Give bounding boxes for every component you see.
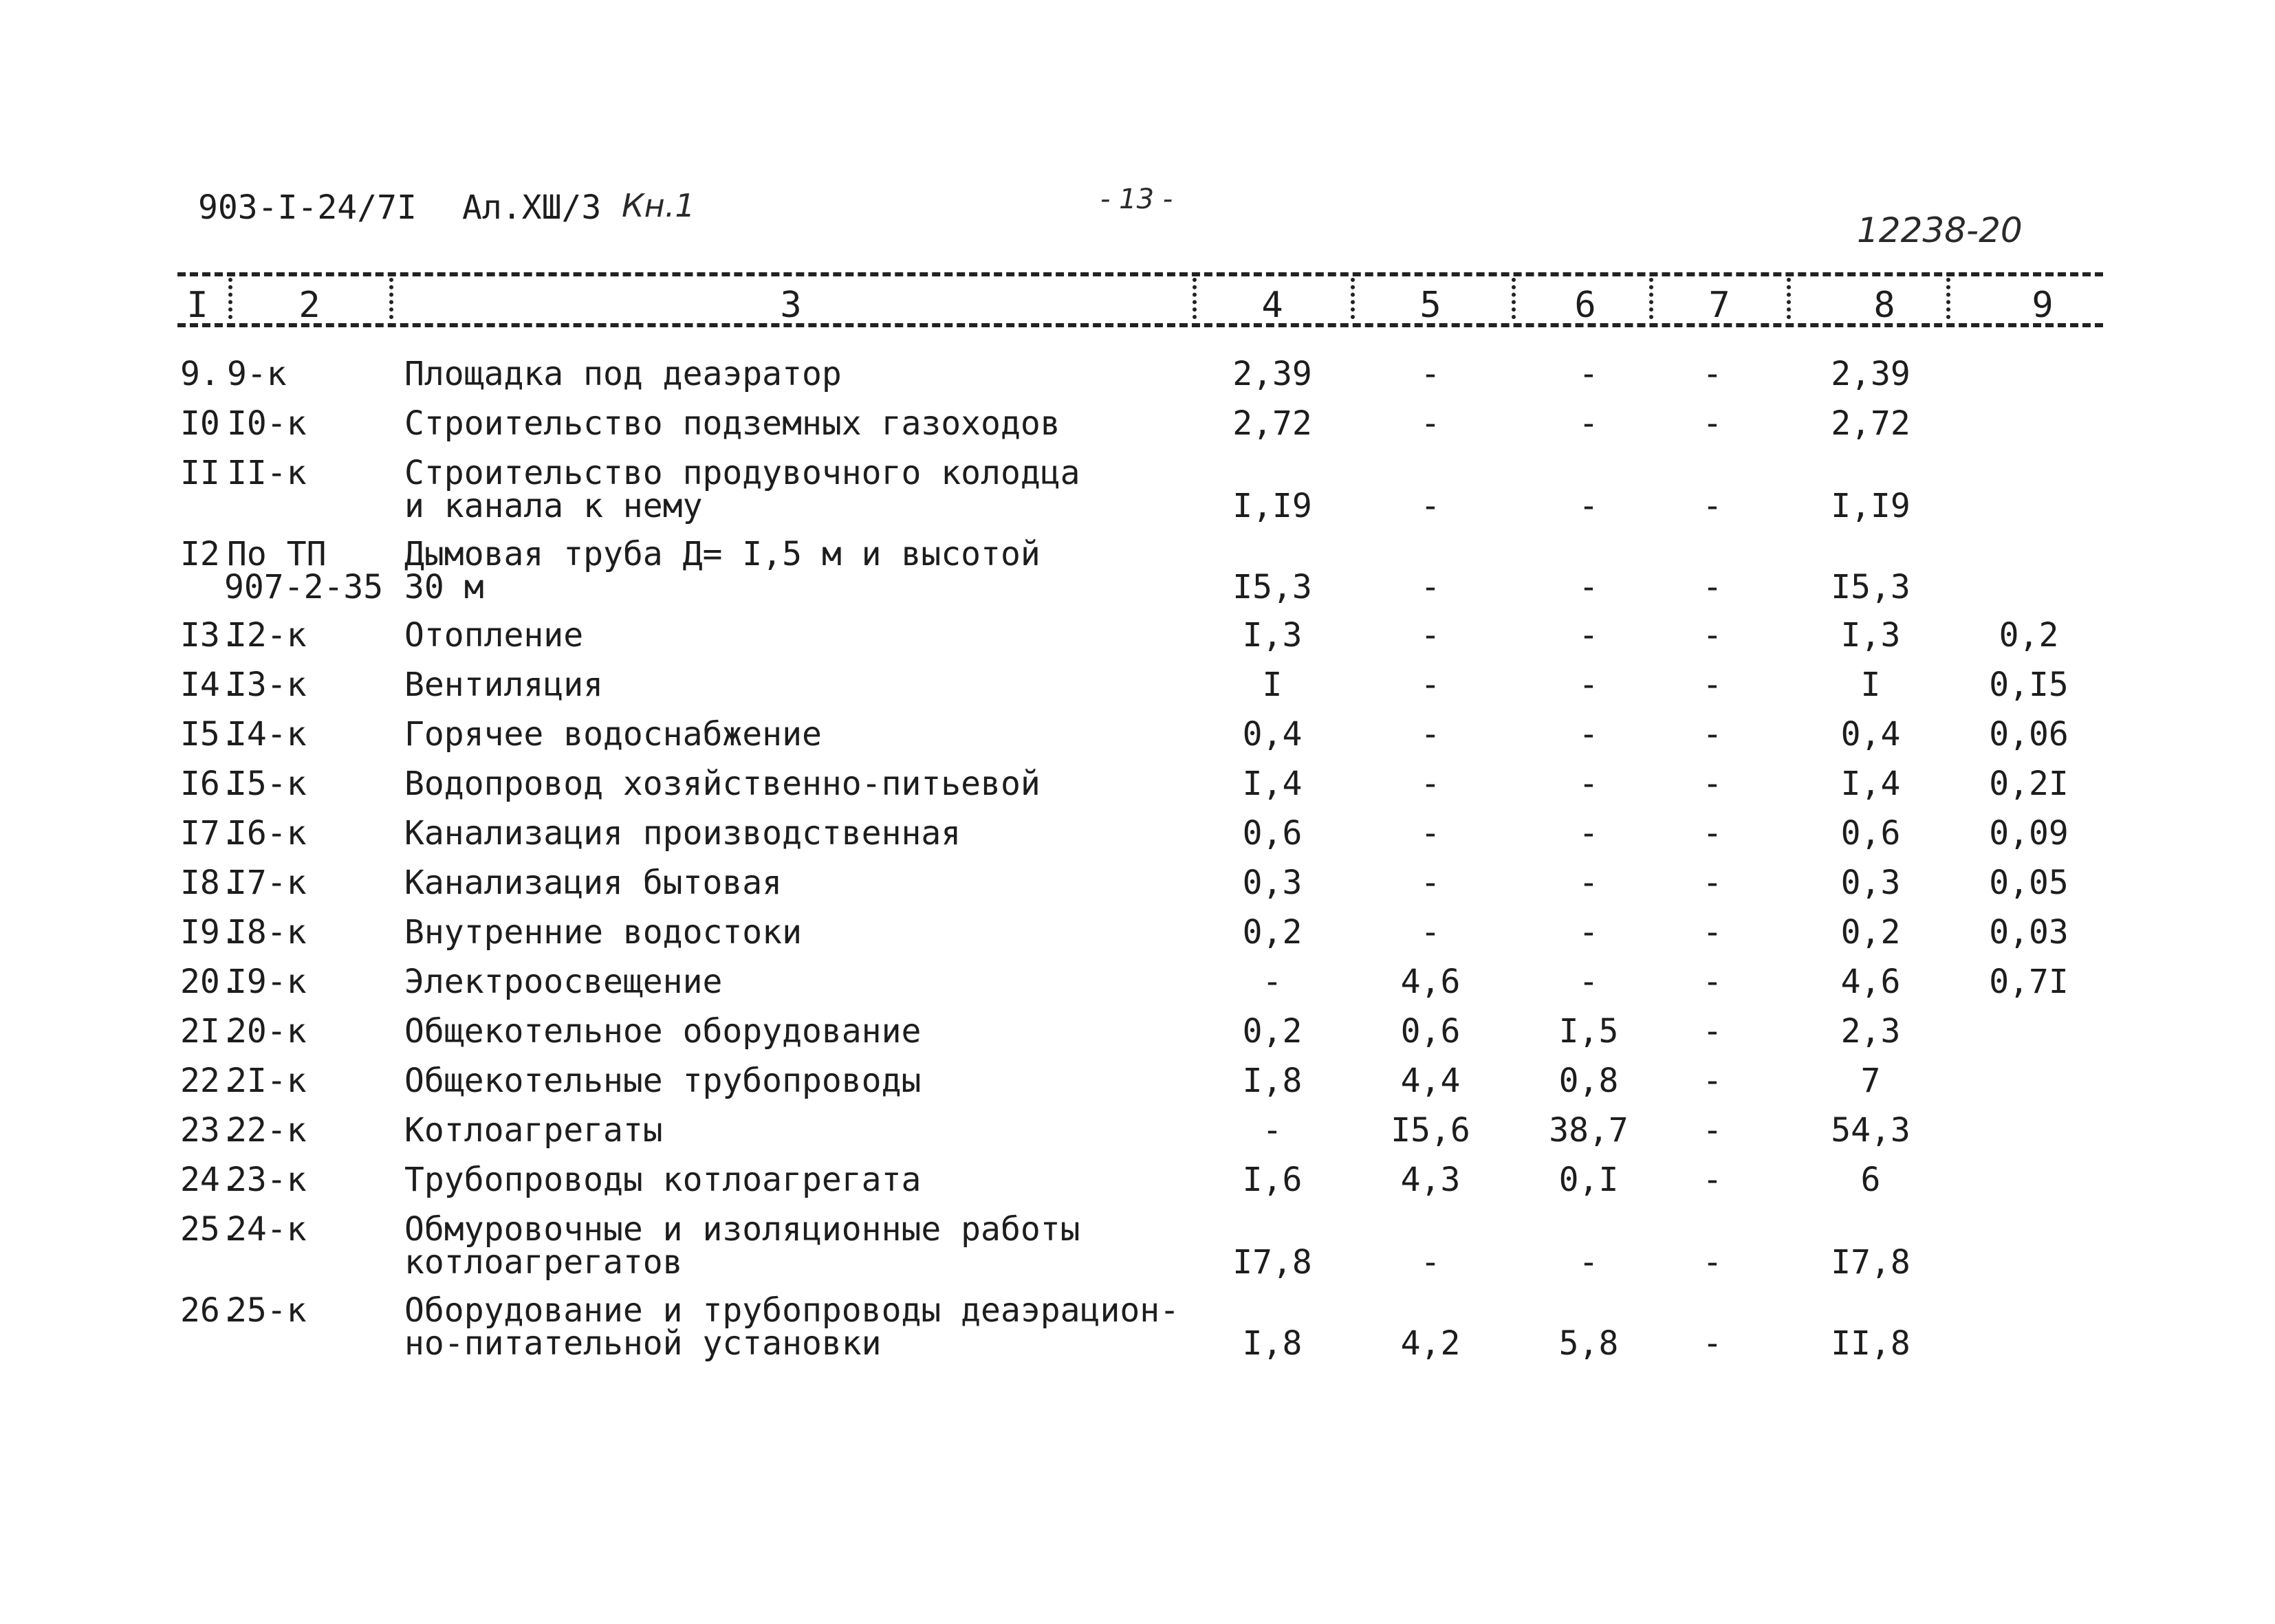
cell-c8: 6 <box>1860 1161 1881 1199</box>
cell-c5: 0,6 <box>1400 1012 1461 1051</box>
column-header-6: 6 <box>1574 285 1596 326</box>
row-number: I3. <box>180 616 240 655</box>
cell-c9: 0,2I <box>1989 765 2069 803</box>
row-number: I4. <box>180 666 240 704</box>
table-row <box>0 1210 2275 1294</box>
row-code: I6-к <box>227 814 307 853</box>
cell-c5: - <box>1420 616 1441 655</box>
row-name-line2: котлоагрегатов <box>404 1243 683 1282</box>
cell-c7: - <box>1702 1324 1723 1363</box>
row-code: 2I-к <box>227 1062 307 1100</box>
cell-c6: - <box>1578 568 1599 606</box>
header-bottom-rule <box>177 323 2103 327</box>
cell-c7: - <box>1702 1111 1723 1150</box>
cell-c6: - <box>1578 487 1599 525</box>
cell-c7: - <box>1702 487 1723 525</box>
row-number: 22. <box>180 1062 240 1100</box>
row-code: I4-к <box>227 715 307 754</box>
stamp-number: 12238-20 <box>1857 210 2023 250</box>
row-name: Дымовая труба Д= I,5 м и высотой <box>404 535 1041 573</box>
cell-c5: - <box>1420 487 1441 525</box>
column-header-7: 7 <box>1708 285 1730 326</box>
cell-c9: 0,03 <box>1989 913 2069 952</box>
row-name: Отопление <box>404 616 584 655</box>
cell-c6: - <box>1578 864 1599 902</box>
row-code: 23-к <box>227 1161 307 1199</box>
cell-c8: I7,8 <box>1831 1243 1911 1282</box>
row-name: Обмуровочные и изоляционные работы <box>404 1210 1080 1249</box>
cell-c4: I,8 <box>1242 1062 1303 1100</box>
cell-c8: 0,6 <box>1840 814 1901 853</box>
column-separator <box>228 278 232 319</box>
row-code: I8-к <box>227 913 307 952</box>
table-row <box>0 814 2275 866</box>
row-name: Площадка под деаэратор <box>404 355 842 393</box>
table-row <box>0 1064 2275 1114</box>
row-name: Внутренние водостоки <box>404 913 802 952</box>
cell-c6: - <box>1578 1243 1599 1282</box>
row-code: 25-к <box>227 1291 307 1330</box>
cell-c5: - <box>1420 814 1441 853</box>
table-row <box>0 355 2275 407</box>
row-number: I0 <box>180 404 220 443</box>
row-code-line2: 907-2-35 <box>224 568 384 606</box>
column-header-1: I <box>186 285 208 326</box>
cell-c4: 0,2 <box>1242 913 1303 952</box>
cell-c5: - <box>1420 715 1441 754</box>
table-row <box>0 1291 2275 1375</box>
cell-c8: 54,3 <box>1831 1111 1911 1150</box>
cell-c8: 2,3 <box>1840 1012 1901 1051</box>
table-row <box>0 767 2275 817</box>
column-header-5: 5 <box>1419 285 1441 326</box>
cell-c4: I,6 <box>1242 1161 1303 1199</box>
row-code: I3-к <box>227 666 307 704</box>
table-row <box>0 454 2275 538</box>
table-row <box>0 668 2275 718</box>
cell-c6: - <box>1578 963 1599 1001</box>
column-separator <box>1946 278 1950 319</box>
cell-c4: - <box>1262 1111 1283 1150</box>
cell-c8: 0,4 <box>1840 715 1901 754</box>
cell-c8: I,3 <box>1840 616 1901 655</box>
cell-c7: - <box>1702 666 1723 704</box>
cell-c9: 0,06 <box>1989 715 2069 754</box>
row-name: Котлоагрегаты <box>404 1111 663 1150</box>
cell-c5: - <box>1420 404 1441 443</box>
cell-c9: 0,I5 <box>1989 666 2069 704</box>
cell-c5: I5,6 <box>1391 1111 1470 1150</box>
column-header-9: 9 <box>2032 285 2054 326</box>
cell-c9: 0,7I <box>1989 963 2069 1001</box>
doc-code: 903-I-24/7I <box>198 188 417 227</box>
column-separator <box>1351 278 1355 319</box>
row-name: Трубопроводы котлоагрегата <box>404 1161 922 1199</box>
row-name-line2: и канала к нему <box>404 487 703 525</box>
cell-c9: 0,09 <box>1989 814 2069 853</box>
cell-c8: 0,2 <box>1840 913 1901 952</box>
cell-c6: 38,7 <box>1549 1111 1629 1150</box>
cell-c5: 4,6 <box>1400 963 1461 1001</box>
cell-c8: 7 <box>1860 1062 1881 1100</box>
cell-c6: - <box>1578 666 1599 704</box>
table-row <box>0 965 2275 1015</box>
cell-c5: 4,4 <box>1400 1062 1461 1100</box>
column-header-3: 3 <box>780 285 802 326</box>
cell-c6: - <box>1578 616 1599 655</box>
column-header-8: 8 <box>1873 285 1895 326</box>
cell-c6: I,5 <box>1558 1012 1619 1051</box>
cell-c8: I,I9 <box>1831 487 1911 525</box>
cell-c6: 5,8 <box>1558 1324 1619 1363</box>
table-row <box>0 616 2275 668</box>
column-separator <box>1649 278 1653 319</box>
cell-c4: 0,2 <box>1242 1012 1303 1051</box>
cell-c7: - <box>1702 814 1723 853</box>
cell-c6: - <box>1578 814 1599 853</box>
cell-c7: - <box>1702 1012 1723 1051</box>
cell-c8: I <box>1860 666 1881 704</box>
row-number: I7. <box>180 814 240 853</box>
cell-c8: 4,6 <box>1840 963 1901 1001</box>
cell-c5: - <box>1420 1243 1441 1282</box>
cell-c6: 0,I <box>1558 1161 1619 1199</box>
row-name: Канализация производственная <box>404 814 961 853</box>
book-ref: Кн.1 <box>622 187 695 224</box>
cell-c7: - <box>1702 963 1723 1001</box>
row-name: Строительство подземных газоходов <box>404 404 1060 443</box>
table-row <box>0 1163 2275 1213</box>
cell-c4: I,4 <box>1242 765 1303 803</box>
header-top-rule <box>177 272 2103 276</box>
cell-c4: I,3 <box>1242 616 1303 655</box>
cell-c7: - <box>1702 715 1723 754</box>
row-code: I7-к <box>227 864 307 902</box>
cell-c8: 0,3 <box>1840 864 1901 902</box>
row-number: 23. <box>180 1111 240 1150</box>
cell-c7: - <box>1702 1161 1723 1199</box>
cell-c6: - <box>1578 404 1599 443</box>
cell-c4: 2,39 <box>1232 355 1312 393</box>
table-row <box>0 535 2275 619</box>
row-name: Общекотельное оборудование <box>404 1012 922 1051</box>
row-code: 20-к <box>227 1012 307 1051</box>
cell-c9: 0,2 <box>1999 616 2059 655</box>
column-separator <box>1193 278 1197 319</box>
cell-c8: II,8 <box>1831 1324 1911 1363</box>
cell-c5: 4,2 <box>1400 1324 1461 1363</box>
cell-c6: - <box>1578 765 1599 803</box>
row-number: I6. <box>180 765 240 803</box>
row-number: 24. <box>180 1161 240 1199</box>
cell-c7: - <box>1702 913 1723 952</box>
row-number: 25. <box>180 1210 240 1249</box>
row-name: Общекотельные трубопроводы <box>404 1062 922 1100</box>
row-code: I2-к <box>227 616 307 655</box>
table-row <box>0 866 2275 916</box>
table-row <box>0 1111 2275 1163</box>
row-name: Канализация бытовая <box>404 864 783 902</box>
cell-c9: 0,05 <box>1989 864 2069 902</box>
row-name: Оборудование и трубопроводы деаэрацион- <box>404 1291 1180 1330</box>
cell-c4: 2,72 <box>1232 404 1312 443</box>
row-code: II-к <box>227 454 307 492</box>
cell-c8: I,4 <box>1840 765 1901 803</box>
row-code: I5-к <box>227 765 307 803</box>
cell-c6: - <box>1578 913 1599 952</box>
cell-c4: I7,8 <box>1232 1243 1312 1282</box>
column-separator <box>1512 278 1516 319</box>
row-name-line2: 30 м <box>404 568 484 606</box>
cell-c7: - <box>1702 864 1723 902</box>
cell-c7: - <box>1702 568 1723 606</box>
cell-c5: - <box>1420 568 1441 606</box>
row-number: I5. <box>180 715 240 754</box>
cell-c5: - <box>1420 666 1441 704</box>
row-code: 24-к <box>227 1210 307 1249</box>
row-code: I9-к <box>227 963 307 1001</box>
page-number: - 13 - <box>1100 184 1173 215</box>
cell-c7: - <box>1702 1243 1723 1282</box>
cell-c7: - <box>1702 404 1723 443</box>
table-row <box>0 913 2275 965</box>
row-name: Водопровод хозяйственно-питьевой <box>404 765 1041 803</box>
row-code: По ТП <box>227 535 327 573</box>
cell-c6: - <box>1578 355 1599 393</box>
cell-c4: I <box>1262 666 1283 704</box>
cell-c8: 2,72 <box>1831 404 1911 443</box>
row-name: Строительство продувочного колодца <box>404 454 1080 492</box>
table-row <box>0 404 2275 457</box>
cell-c6: 0,8 <box>1558 1062 1619 1100</box>
cell-c5: - <box>1420 864 1441 902</box>
column-header-4: 4 <box>1261 285 1283 326</box>
table-row <box>0 715 2275 767</box>
cell-c4: I5,3 <box>1232 568 1312 606</box>
cell-c5: - <box>1420 355 1441 393</box>
row-number: I9. <box>180 913 240 952</box>
cell-c7: - <box>1702 616 1723 655</box>
row-name: Электроосвещение <box>404 963 723 1001</box>
column-separator <box>1787 278 1791 319</box>
row-number: 20. <box>180 963 240 1001</box>
row-name: Горячее водоснабжение <box>404 715 822 754</box>
cell-c4: 0,4 <box>1242 715 1303 754</box>
cell-c8: 2,39 <box>1831 355 1911 393</box>
row-code: 9-к <box>227 355 287 393</box>
row-number: 2I. <box>180 1012 240 1051</box>
cell-c4: I,I9 <box>1232 487 1312 525</box>
cell-c8: I5,3 <box>1831 568 1911 606</box>
row-name: Вентиляция <box>404 666 603 704</box>
row-code: I0-к <box>227 404 307 443</box>
table-row <box>0 1012 2275 1064</box>
cell-c5: 4,3 <box>1400 1161 1461 1199</box>
cell-c4: I,8 <box>1242 1324 1303 1363</box>
cell-c4: 0,3 <box>1242 864 1303 902</box>
cell-c5: - <box>1420 765 1441 803</box>
row-name-line2: но-питательной установки <box>404 1324 882 1363</box>
cell-c4: - <box>1262 963 1283 1001</box>
album-ref: Ал.ХШ/3 <box>462 188 602 227</box>
cell-c7: - <box>1702 765 1723 803</box>
row-number: 9. <box>180 355 220 393</box>
cell-c6: - <box>1578 715 1599 754</box>
column-separator <box>389 278 393 319</box>
row-number: I2 <box>180 535 220 573</box>
cell-c4: 0,6 <box>1242 814 1303 853</box>
row-number: 26. <box>180 1291 240 1330</box>
row-code: 22-к <box>227 1111 307 1150</box>
row-number: I8. <box>180 864 240 902</box>
column-header-2: 2 <box>298 285 320 326</box>
cell-c7: - <box>1702 355 1723 393</box>
cell-c7: - <box>1702 1062 1723 1100</box>
cell-c5: - <box>1420 913 1441 952</box>
row-number: II <box>180 454 220 492</box>
